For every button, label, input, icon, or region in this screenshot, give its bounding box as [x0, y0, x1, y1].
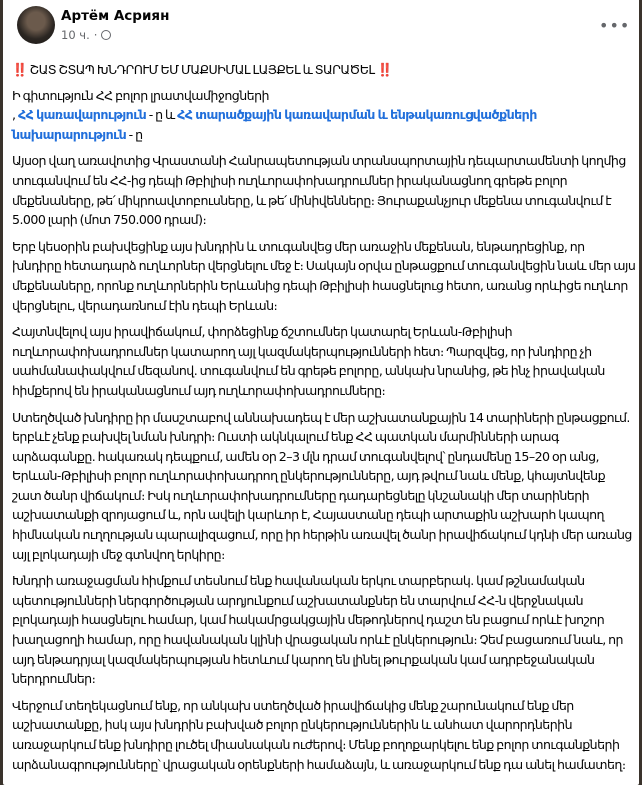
post-body	[3, 0, 636, 774]
globe-icon	[101, 30, 111, 40]
avatar[interactable]	[17, 6, 55, 44]
mention-prefix: ,	[12, 107, 16, 123]
post-time[interactable]: 10 ч.	[61, 28, 90, 42]
author-name[interactable]: Артём Асриян	[61, 8, 170, 24]
paragraph: Հայտնվելով այս իրավիճակում, փորձեցինք ճշտումներ կատարել Երևան-Թբիլիսի ուղևորափոխադրումներ կատարող այլ կազմակերպությունների հետ։ Պարզվեց, որ խնդիրը չի սահմանափակվում մեզանով. տուգանվում են գրեթե բոլորը, անկախ նրանից, թե ինչ իրավական հիմքերով են իրականացնում այդ ուղևորափոխադրումները։	[12, 324, 605, 398]
address-line: Ի գիտություն ՀՀ բոլոր լրատվամիջոցների	[12, 87, 269, 103]
paragraph: Երբ կեսօրին բախվեցինք այս խնդրին և տուգանվեց մեր առաջին մեքենան, ենթադրեցինք, որ խնդիրը հետադարձ ուղևորներ վերցնելու մեջ է։ Սակայն օրվա ընթացքում տուգանվեցին նաև մեր այս մեքենաները, որոնք ուղևորներին Երևանից դեպի Թբիլիսի հասցնելուց հետո, առանց որևիցե ուղևոր վերցնելու, վերադառնում էին դեպի Երևան։	[12, 238, 636, 313]
more-dots-icon[interactable]: •••	[599, 16, 631, 35]
post-title	[12, 60, 636, 80]
paragraph: Այսօր վաղ առավոտից Վրաստանի Հանրապետության տրանսպորտային դեպարտամենտի կողմից տուգանվում են ՀՀ-ից դեպի Թբիլիսի ուղևորափոխադրումներ իրականացնող գրեթե բոլոր մեքենաները, թե՛ միկրոավտոբուսները, և թե՛ մինիվենները։ Յուրաքանչյուր մեքենա տուգանվում է 5.000 լարի (մոտ 750.000 դրամ)։	[12, 153, 626, 228]
double-exclamation-icon: ‼️	[12, 62, 28, 77]
mention-suffix: - ը և	[146, 107, 178, 123]
mention-government[interactable]: ՀՀ կառավարություն	[17, 107, 147, 123]
paragraph: Վերջում տեղեկացնում ենք, որ անկախ ստեղծված իրավիճակից մենք շարունակում ենք մեր աշխատանքը, իսկ այս խնդրին բախված բոլոր ընկերություններին և անհատ վարորդներին առաջարկում ենք խնդիրը լուծել միասնական ուժերով։ Մենք բողոքարկելու ենք բոլոր տուգանքների արձանագրությունները՝ վրացական օրենքների համաձայն, և առաջարկում ենք դա անել համատեղ։	[12, 697, 626, 772]
paragraph: Խնդրի առաջացման հիմքում տեսնում ենք հավանական երկու տարբերակ. կամ թշնամական պետությունների ներգործության արդյունքում աշխատանքներ են տարվում ՀՀ-ն վերջնական բլոկադայի հասցնելու համար, կամ հակամրցակցային մեթոդներով դաշտ են բացում որևէ խոշոր խաղացողի համար, որը հավանական կլինի վրացական որևէ ընկերություն։ Չեմ բացառում նաև, որ այդ ենթադրյալ կազմակերպության հետևում կարող են լինել թուրքական կամ ադրբեջանական ներդրումներ։	[12, 573, 623, 687]
mention-ministry[interactable]: ՀՀ տարածքային կառավարման և ենթակառուցվածքների նախարարություն	[12, 107, 537, 142]
paragraph: Ստեղծված խնդիրը իր մասշտաբով աննախադեպ է մեր աշխատանքային 14 տարիների ընթացքում. երբևէ չենք բախվել նման խնդրի։ Ուստի ակնկալում ենք ՀՀ պատկան մարմինների արագ արձագանքը. հակառակ դեպքում, ամեն օր 2–3 մլն դրամ տուգանվելով՝ ընդամենը 15–20 օր անց, Երևան-Թբիլիսի բոլոր ուղևորափոխադրող ընկերությունները, այդ թվում նաև մենք, կհայտնվենք շատ ծանր վիճակում։ Իսկ ուղևորափոխադրումները դադարեցնելը կնշանակի մեր տարիների աշխատանքի զրոյացում և, որն ավելի կարևոր է, Հայաստանը դեպի արտաքին աշխարհ կապող հիմնական ուղղության պարալիզացում, որը իր հերթին առավել ծանր իրավիճակում կդնի մեր առանց այլ բլոկադայի մեջ գտնվող երկիրը։	[12, 409, 632, 562]
title-text: ՇԱՏ ՇՏԱՊ ԽՆԴՐՈՒՄ ԵՄ ՄԱՔՍԻՄԱԼ ԼԱՅՔԵԼ և ՏԱՐԱԾԵԼ	[29, 62, 375, 77]
post-meta: 10 ч. ·	[61, 28, 111, 42]
address-block	[12, 86, 636, 145]
post-card	[3, 0, 639, 785]
mention-suffix: - ը	[126, 126, 143, 142]
double-exclamation-icon: ‼️	[377, 62, 393, 77]
